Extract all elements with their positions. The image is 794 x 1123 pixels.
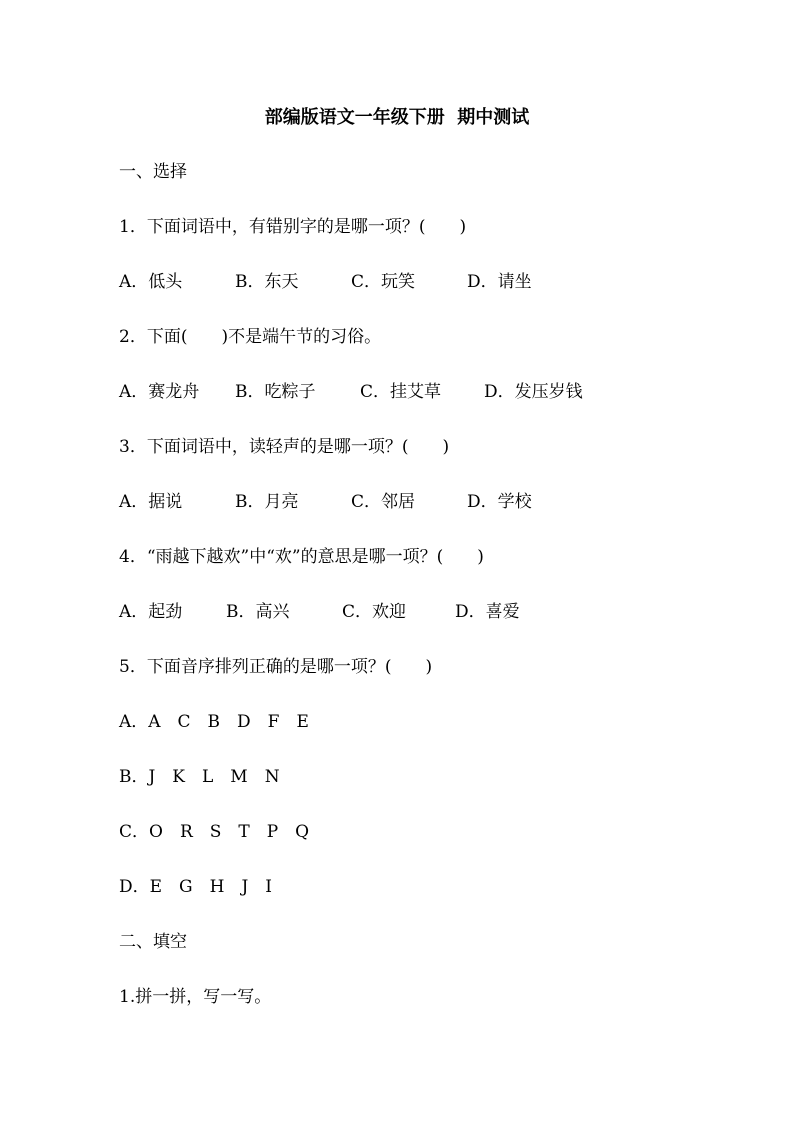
question-5-option-d: D．E G H J I	[119, 877, 272, 897]
question-1-stem: 1．下面词语中，有错别字的是哪一项？( )	[119, 217, 467, 237]
option: A．据说	[119, 492, 183, 512]
question-2-stem: 2．下面( )不是端午节的习俗。	[119, 327, 382, 347]
question-3-stem: 3．下面词语中，读轻声的是哪一项？( )	[119, 437, 450, 457]
question-1-options	[119, 269, 532, 295]
option: B．月亮	[235, 492, 299, 512]
option: B．东天	[235, 272, 299, 292]
question-4-options	[119, 599, 520, 625]
fill-item-1: 1.拼一拼，写一写。	[119, 987, 272, 1007]
option: C．玩笑	[351, 272, 416, 292]
option: B．吃粽子	[235, 382, 316, 402]
option: D．发压岁钱	[484, 382, 583, 402]
page-title: 部编版语文一年级下册 期中测试	[264, 107, 530, 128]
option: D．学校	[467, 492, 532, 512]
question-5-option-c: C．O R S T P Q	[119, 822, 310, 842]
option: C．邻居	[351, 492, 416, 512]
option: D．请坐	[467, 272, 532, 292]
question-4-stem: 4．“雨越下越欢”中“欢”的意思是哪一项？( )	[119, 547, 484, 567]
option: D．喜爱	[455, 602, 520, 622]
option: C．欢迎	[342, 602, 407, 622]
option: A．赛龙舟	[119, 382, 200, 402]
question-3-options	[119, 489, 532, 515]
question-5-stem: 5．下面音序排列正确的是哪一项？( )	[119, 657, 433, 677]
question-5-option-b: B．J K L M N	[119, 767, 280, 787]
option: B．高兴	[226, 602, 290, 622]
question-2-options	[119, 379, 583, 405]
section-heading-choice: 一、选择	[119, 162, 187, 182]
section-heading-fill: 二、填空	[119, 932, 187, 952]
option: A．低头	[119, 272, 183, 292]
option: C．挂艾草	[360, 382, 442, 402]
question-5-option-a: A．A C B D F E	[119, 712, 309, 732]
option: A．起劲	[119, 602, 183, 622]
